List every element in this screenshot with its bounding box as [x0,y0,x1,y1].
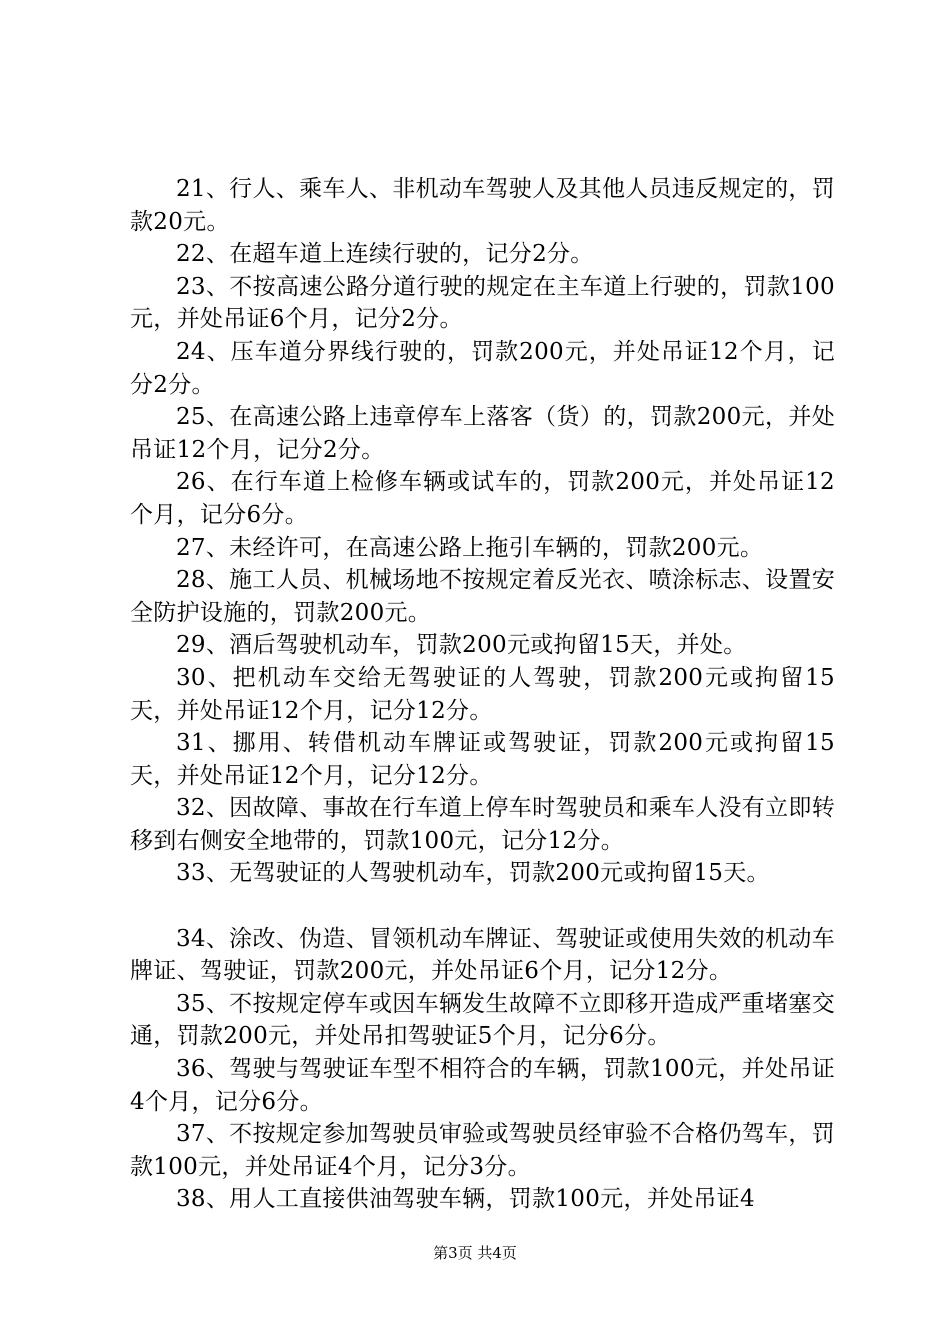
paragraph-22: 22、在超车道上连续行驶的，记分2分。 [176,241,594,268]
paragraph-37: 37、不按规定参加驾驶员审验或驾驶员经审验不合格仍驾车，罚款100元，并处吊证4个月，记分3分。 [130,1121,835,1180]
paragraph-28: 28、施工人员、机械场地不按规定着反光衣、喷涂标志、设置安全防护设施的，罚款200元。 [130,567,835,626]
paragraph-23: 23、不按高速公路分道行驶的规定在主车道上行驶的，罚款100元，并处吊证6个月，记分2分。 [130,273,835,333]
paragraph-25: 25、在高速公路上违章停车上落客（货）的，罚款200元，并处吊证12个月，记分2分。 [130,404,835,463]
paragraph-31: 31、挪用、转借机动车牌证或驾驶证，罚款200元或拘留15天，并处吊证12个月，记分12分。 [130,730,835,789]
paragraph-36: 36、驾驶与驾驶证车型不相符合的车辆，罚款100元，并处吊证4个月，记分6分。 [130,1056,835,1115]
page-number-label: 第3页 共4页 [433,1244,517,1262]
paragraph-32: 32、因故障、事故在行车道上停车时驾驶员和乘车人没有立即转移到右侧安全地带的，罚款100元，记分12分。 [130,795,835,854]
paragraph-29: 29、酒后驾驶机动车，罚款200元或拘留15天，并处。 [176,632,747,659]
document-body [130,173,835,1216]
paragraph-27: 27、未经许可，在高速公路上拖引车辆的，罚款200元。 [176,534,764,561]
page-footer [0,1243,950,1263]
blank-line [130,890,835,923]
paragraph-34: 34、涂改、伪造、冒领机动车牌证、驾驶证或使用失效的机动车牌证、驾驶证，罚款200元，并处吊证6个月，记分12分。 [130,925,835,985]
paragraph-21: 21、行人、乘车人、非机动车驾驶人及其他人员违反规定的，罚款20元。 [130,176,835,235]
paragraph-35: 35、不按规定停车或因车辆发生故障不立即移开造成严重堵塞交通，罚款200元，并处吊扣驾驶证5个月，记分6分。 [130,990,835,1050]
paragraph-26: 26、在行车道上检修车辆或试车的，罚款200元，并处吊证12个月，记分6分。 [130,469,835,528]
paragraph-30: 30、把机动车交给无驾驶证的人驾驶，罚款200元或拘留15天，并处吊证12个月，记分12分。 [130,664,835,724]
paragraph-33: 33、无驾驶证的人驾驶机动车，罚款200元或拘留15天。 [176,860,770,887]
paragraph-38: 38、用人工直接供油驾驶车辆，罚款100元，并处吊证4 [176,1186,755,1213]
paragraph-24: 24、压车道分界线行驶的，罚款200元，并处吊证12个月，记分2分。 [130,338,835,398]
